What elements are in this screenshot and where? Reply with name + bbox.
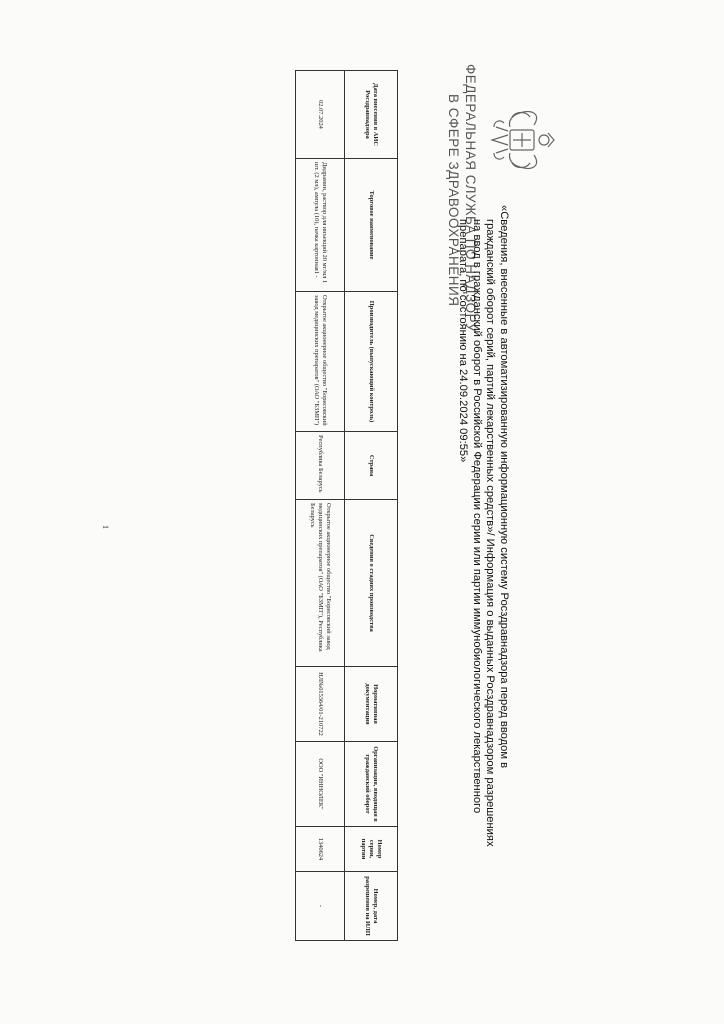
heading-line-4: препарата, по состоянию на 24.09.2024 09:55»	[457, 219, 470, 463]
header-country: Страна	[345, 432, 398, 500]
cell-trade-name: Дидрамин, раствор для инъекций 20 мг/мл 1 шт. (2 мл), ампула (10), пачка картонная1 -	[296, 159, 345, 292]
page-number: 1	[101, 525, 110, 529]
header-trade-name: Торговое наименование	[345, 159, 398, 292]
table-header-row	[345, 71, 398, 941]
header-stages: Сведения о стадиях производства	[345, 500, 398, 667]
agency-name-line2: В СФЕРЕ ЗДРАВООХРАНЕНИЯ	[446, 94, 461, 307]
cell-organization: ООО "ИННОЛЕК"	[296, 742, 345, 827]
document-heading	[456, 205, 510, 910]
agency-name-line1: ФЕДЕРАЛЬНАЯ СЛУЖБА ПО НАДЗОРУ	[463, 64, 478, 332]
heading-line-1: «Сведения, внесенные в автоматизированную информационную систему Росздравнадзора перед вводом в	[498, 205, 510, 769]
header-normative: Нормативная документация	[345, 667, 398, 742]
header-date: Дата внесения в АИС Росздравнадзора	[345, 71, 398, 159]
cell-date: 02.07.2024	[296, 71, 345, 159]
heading-line-2: гражданский оборот серий, партий лекарственных средств»/ Информация о выданных Росздравнадзором разрешениях	[484, 219, 497, 847]
records-table	[295, 70, 398, 941]
eagle-emblem-icon	[486, 105, 556, 175]
cell-permit: -	[296, 872, 345, 941]
header-organization: Организация, вводящая в гражданский оборот	[345, 742, 398, 827]
table-row	[296, 71, 345, 941]
cell-series: 1340624	[296, 827, 345, 872]
header-manufacturer: Производитель (выпускающий контроль)	[345, 292, 398, 432]
cell-manufacturer: Открытое акционерное общество "Борисовский завод медицинских препаратов" (ОАО "БЗМП")	[296, 292, 345, 432]
heading-line-3: на ввод в гражданский оборот в Российской Федерации серии или партии иммунобиологического лекарственного	[470, 219, 483, 814]
header-permit: Номер, дата разрешения на ИЛП	[345, 872, 398, 941]
header-series: Номер серии, партии	[345, 827, 398, 872]
cell-stages: Открытое акционерное общество "Борисовский завод медицинских препаратов" (ОАО "БЗМП"), Республика Беларусь	[296, 500, 345, 667]
cell-country: Республика Беларусь	[296, 432, 345, 500]
cell-normative: НЛ№015364/01-210722	[296, 667, 345, 742]
